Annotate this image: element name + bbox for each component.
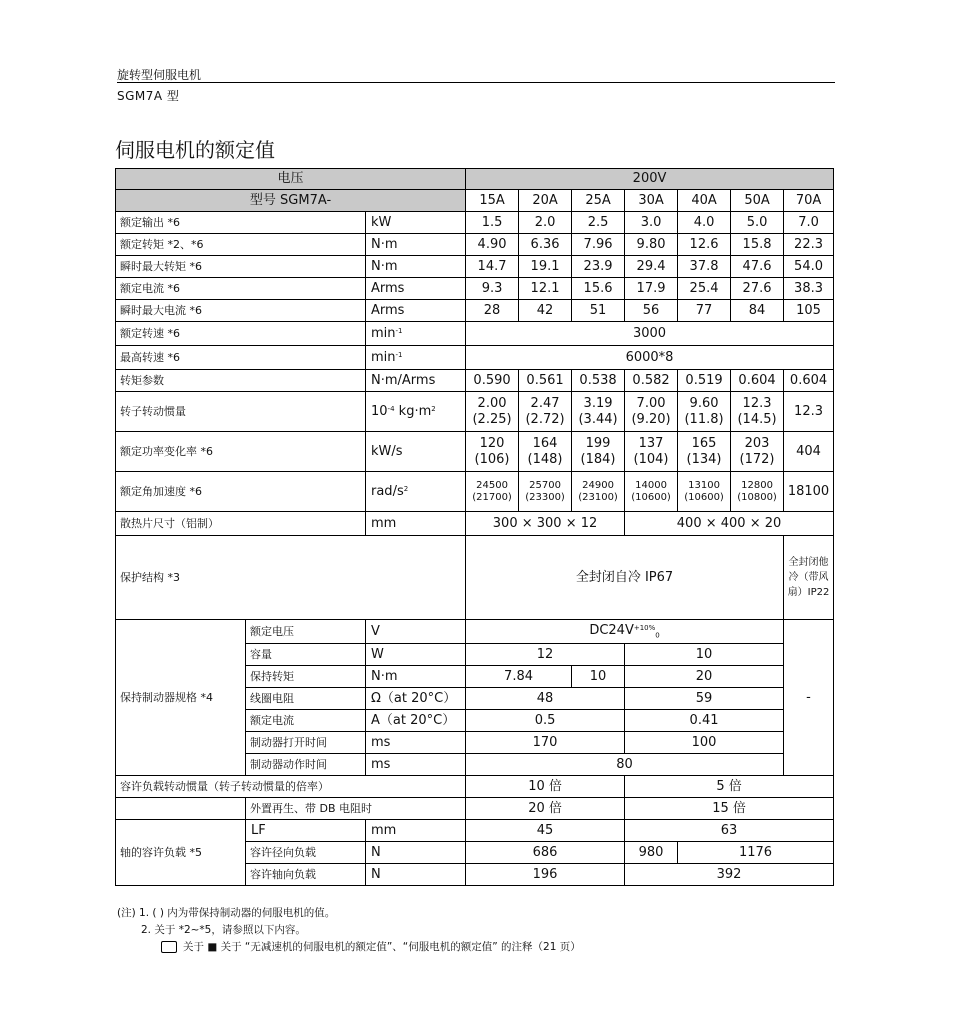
unit-cell: Arms <box>366 300 466 322</box>
voltage-label: 电压 <box>116 169 466 190</box>
value-cell: 0.582 <box>625 370 678 392</box>
brake-item: 制动器动作时间 <box>246 754 366 776</box>
value-cell: 23.9 <box>572 256 625 278</box>
heatsink-large: 400 × 400 × 20 <box>625 512 834 536</box>
load-inertia-value: 10 倍 <box>466 776 625 798</box>
brake-value: 170 <box>466 732 625 754</box>
value-cell: 12.1 <box>519 278 572 300</box>
value-cell: 56 <box>625 300 678 322</box>
value-cell <box>466 392 519 432</box>
value-cell <box>678 392 731 432</box>
value-cell <box>519 472 572 512</box>
pointing-hand-icon <box>161 941 177 953</box>
value-cell: 25.4 <box>678 278 731 300</box>
unit-cell: $\min^{-1}$ <box>366 346 466 370</box>
value-cell: 7.96 <box>572 234 625 256</box>
brake-value: 20 <box>625 666 784 688</box>
model-cell: 25A <box>572 190 625 212</box>
value-cell: 17.9 <box>625 278 678 300</box>
value-cell: 14.7 <box>466 256 519 278</box>
note-2: 2. 关于 *2~*5，请参照以下内容。 <box>141 924 306 936</box>
model-cell: 20A <box>519 190 572 212</box>
value-with-brake: (106) <box>474 451 510 467</box>
page-title: 伺服电机的额定值 <box>115 138 275 162</box>
value-cell: 2.5 <box>572 212 625 234</box>
value-with-brake: (104) <box>633 451 669 467</box>
brake-value: 0.41 <box>625 710 784 732</box>
value-main: 203 <box>744 435 770 451</box>
value-cell <box>572 392 625 432</box>
row-label: 额定角加速度 *6 <box>116 472 366 512</box>
row-label: 瞬时最大转矩 *6 <box>116 256 366 278</box>
value-with-brake: (2.72) <box>525 411 565 427</box>
value-cell <box>519 392 572 432</box>
value-cell <box>625 432 678 472</box>
unit-cell: kW/s <box>366 432 466 472</box>
brake-item: 保持转矩 <box>246 666 366 688</box>
header-series: 旋转型伺服电机 <box>117 68 202 82</box>
value-main: 14000 <box>635 479 667 491</box>
shaft-item: LF <box>246 820 366 842</box>
value-with-brake: (9.20) <box>631 411 671 427</box>
value-with-brake: (21700) <box>472 491 512 503</box>
value-cell: 27.6 <box>731 278 784 300</box>
value-with-brake: (134) <box>686 451 722 467</box>
value-cell: 105 <box>784 300 834 322</box>
row-label: 额定电流 *6 <box>116 278 366 300</box>
brake-dash: - <box>784 620 834 776</box>
value-main: 120 <box>479 435 505 451</box>
row-label: 散热片尺寸（铝制） <box>116 512 366 536</box>
model-cell: 15A <box>466 190 519 212</box>
brake-value: 10 <box>625 644 784 666</box>
shaft-value: 63 <box>625 820 834 842</box>
value-cell <box>466 432 519 472</box>
brake-item: 容量 <box>246 644 366 666</box>
value-cell <box>678 472 731 512</box>
unit-cell: A（at 20°C） <box>366 710 466 732</box>
model-cell: 40A <box>678 190 731 212</box>
value-cell: 0.519 <box>678 370 731 392</box>
value-with-brake: (10800) <box>737 491 777 503</box>
row-label: 额定功率变化率 *6 <box>116 432 366 472</box>
value-cell <box>625 472 678 512</box>
value-cell <box>625 392 678 432</box>
protection-ip67: 全封闭自冷 IP67 <box>466 536 784 620</box>
header-rule <box>117 82 835 83</box>
brake-item: 制动器打开时间 <box>246 732 366 754</box>
value-cell: 4.90 <box>466 234 519 256</box>
value-cell: 29.4 <box>625 256 678 278</box>
value-cell: 19.1 <box>519 256 572 278</box>
value-cell: 37.8 <box>678 256 731 278</box>
value-with-brake: (2.25) <box>472 411 512 427</box>
value-cell: 22.3 <box>784 234 834 256</box>
brake-value: 0.5 <box>466 710 625 732</box>
shaft-value: 686 <box>466 842 625 864</box>
value-main: 3.19 <box>583 395 613 411</box>
rated-speed-value: 3000 <box>466 322 834 346</box>
voltage-value: 200V <box>466 169 834 190</box>
value-cell <box>572 472 625 512</box>
brake-value: 12 <box>466 644 625 666</box>
shaft-label: 轴的容许负载 *5 <box>116 820 246 886</box>
brake-label: 保持制动器规格 *4 <box>116 620 246 776</box>
shaft-value: 196 <box>466 864 625 886</box>
value-main: 12.3 <box>742 395 772 411</box>
model-cell: 50A <box>731 190 784 212</box>
value-with-brake: (23300) <box>525 491 565 503</box>
protection-ip22: 全封闭他冷（带风扇）IP22 <box>784 536 834 620</box>
unit-cell: $\min^{-1}$ <box>366 322 466 346</box>
value-main: 7.00 <box>636 395 666 411</box>
value-main: 2.47 <box>530 395 560 411</box>
unit-cell: N·m <box>366 666 466 688</box>
header-model: SGM7A 型 <box>117 89 180 103</box>
value-main: 13100 <box>688 479 720 491</box>
value-cell: 9.80 <box>625 234 678 256</box>
value-cell <box>519 432 572 472</box>
value-cell: 47.6 <box>731 256 784 278</box>
note-3[interactable]: 关于 ■ 关于 “无减速机的伺服电机的额定值”、“伺服电机的额定值” 的注释（21 页） <box>183 941 581 953</box>
row-label: 转子转动惯量 <box>116 392 366 432</box>
brake-value: 100 <box>625 732 784 754</box>
note-3-line <box>117 939 581 956</box>
unit-cell: N <box>366 842 466 864</box>
row-label: 瞬时最大电流 *6 <box>116 300 366 322</box>
unit-cell: $10^{-4}$ $kg\cdot m^2$ <box>366 392 466 432</box>
value-cell: 42 <box>519 300 572 322</box>
row-label: 额定输出 *6 <box>116 212 366 234</box>
brake-value: 80 <box>466 754 784 776</box>
max-speed-value: 6000*8 <box>466 346 834 370</box>
row-label: 额定转矩 *2、*6 <box>116 234 366 256</box>
value-main: 25700 <box>529 479 561 491</box>
value-main: 164 <box>532 435 558 451</box>
brake-item: 线圈电阻 <box>246 688 366 710</box>
value-with-brake: (184) <box>580 451 616 467</box>
value-with-brake: (11.8) <box>684 411 724 427</box>
blank-cell <box>116 798 246 820</box>
unit-cell: ms <box>366 732 466 754</box>
value-cell: 5.0 <box>731 212 784 234</box>
value-main: 137 <box>638 435 664 451</box>
value-main: 24900 <box>582 479 614 491</box>
value-main: 24500 <box>476 479 508 491</box>
brake-value: 48 <box>466 688 625 710</box>
unit-cell: mm <box>366 820 466 842</box>
brake-item: 额定电压 <box>246 620 366 644</box>
value-cell <box>731 472 784 512</box>
value-cell: 84 <box>731 300 784 322</box>
shaft-value: 980 <box>625 842 678 864</box>
row-label: 外置再生、带 DB 电阻时 <box>246 798 466 820</box>
unit-cell: mm <box>366 512 466 536</box>
rating-table <box>115 168 834 886</box>
value-cell: 77 <box>678 300 731 322</box>
brake-item: 额定电流 <box>246 710 366 732</box>
load-inertia-value: 5 倍 <box>625 776 834 798</box>
row-label: 转矩参数 <box>116 370 366 392</box>
load-inertia-value: 15 倍 <box>625 798 834 820</box>
brake-value: 10 <box>572 666 625 688</box>
unit-cell: ms <box>366 754 466 776</box>
unit-cell: rad/$s^2$ <box>366 472 466 512</box>
value-cell: 54.0 <box>784 256 834 278</box>
unit-cell: kW <box>366 212 466 234</box>
unit-cell: Ω（at 20°C） <box>366 688 466 710</box>
shaft-value: 392 <box>625 864 834 886</box>
value-with-brake: (10600) <box>631 491 671 503</box>
unit-cell: W <box>366 644 466 666</box>
row-label: 最高转速 *6 <box>116 346 366 370</box>
value-cell: 4.0 <box>678 212 731 234</box>
value-cell: 0.538 <box>572 370 625 392</box>
model-label: 型号 SGM7A- <box>116 190 466 212</box>
value-with-brake: (10600) <box>684 491 724 503</box>
model-cell: 30A <box>625 190 678 212</box>
shaft-item: 容许径向负载 <box>246 842 366 864</box>
value-cell: 18100 <box>784 472 834 512</box>
value-main: 199 <box>585 435 611 451</box>
value-with-brake: (3.44) <box>578 411 618 427</box>
value-cell: 0.561 <box>519 370 572 392</box>
load-inertia-value: 20 倍 <box>466 798 625 820</box>
value-cell: 12.3 <box>784 392 834 432</box>
value-cell <box>572 432 625 472</box>
value-main: 9.60 <box>689 395 719 411</box>
value-cell: 2.0 <box>519 212 572 234</box>
brake-value: 59 <box>625 688 784 710</box>
unit-cell: N·m/Arms <box>366 370 466 392</box>
value-cell: 7.0 <box>784 212 834 234</box>
unit-cell: N·m <box>366 256 466 278</box>
value-main: 12800 <box>741 479 773 491</box>
value-with-brake: (172) <box>739 451 775 467</box>
footnotes <box>117 905 581 956</box>
value-cell: 0.604 <box>784 370 834 392</box>
value-cell <box>731 432 784 472</box>
value-cell: 38.3 <box>784 278 834 300</box>
value-cell: 404 <box>784 432 834 472</box>
value-cell: 0.590 <box>466 370 519 392</box>
value-cell <box>731 392 784 432</box>
value-cell: 9.3 <box>466 278 519 300</box>
value-with-brake: (14.5) <box>737 411 777 427</box>
value-with-brake: (148) <box>527 451 563 467</box>
shaft-value: 1176 <box>678 842 834 864</box>
value-cell: 15.8 <box>731 234 784 256</box>
unit-cell: N <box>366 864 466 886</box>
note-1: (注) 1. ( ) 内为带保持制动器的伺服电机的值。 <box>117 907 336 919</box>
shaft-item: 容许轴向负载 <box>246 864 366 886</box>
unit-cell: Arms <box>366 278 466 300</box>
row-label: 保护结构 *3 <box>116 536 466 620</box>
heatsink-small: 300 × 300 × 12 <box>466 512 625 536</box>
row-label: 容许负载转动惯量（转子转动惯量的倍率） <box>116 776 466 798</box>
shaft-value: 45 <box>466 820 625 842</box>
value-cell <box>678 432 731 472</box>
value-cell: 0.604 <box>731 370 784 392</box>
value-cell: 6.36 <box>519 234 572 256</box>
value-cell: 1.5 <box>466 212 519 234</box>
value-main: 165 <box>691 435 717 451</box>
row-label: 额定转速 *6 <box>116 322 366 346</box>
value-main: 2.00 <box>477 395 507 411</box>
value-cell: 12.6 <box>678 234 731 256</box>
value-cell <box>466 472 519 512</box>
value-cell: 28 <box>466 300 519 322</box>
value-cell: 15.6 <box>572 278 625 300</box>
value-cell: 51 <box>572 300 625 322</box>
unit-cell: N·m <box>366 234 466 256</box>
brake-voltage-value: $DC24V^{+10\%}_0$ <box>466 620 784 644</box>
model-cell: 70A <box>784 190 834 212</box>
brake-value: 7.84 <box>466 666 572 688</box>
unit-cell: V <box>366 620 466 644</box>
value-cell: 3.0 <box>625 212 678 234</box>
value-with-brake: (23100) <box>578 491 618 503</box>
